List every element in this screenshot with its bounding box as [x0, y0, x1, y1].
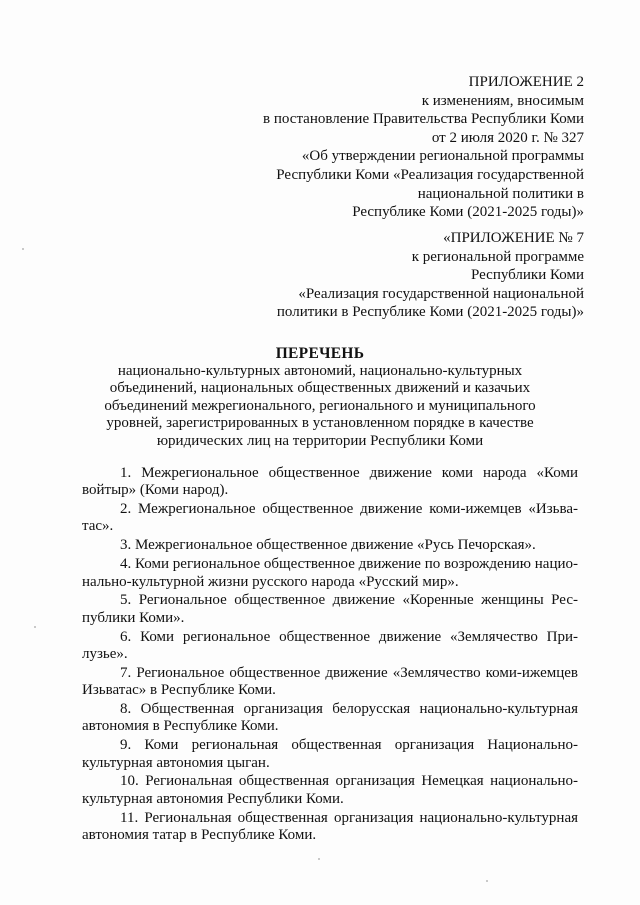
scan-speck — [486, 880, 488, 882]
list-item-line: публики Коми». — [82, 609, 185, 626]
list-item-line: войтыр» (Коми народ). — [82, 482, 229, 499]
appendix-header-line: от 2 июля 2020 г. № 327 — [431, 129, 584, 146]
list-item-line: 2. Межрегиональное общественное движение коми-ижемцев «Изьва- — [120, 501, 578, 518]
list-item-line: тас». — [82, 518, 114, 535]
list-item-line: автономия татар в Республике Коми. — [82, 826, 317, 843]
appendix-header-line: ПРИЛОЖЕНИЕ 2 — [468, 74, 584, 90]
list-item — [82, 537, 578, 554]
list-item-line: 4. Коми региональное общественное движение по возрождению нацио- — [120, 556, 578, 573]
appendix-header-line: в постановление Правительства Республики Коми — [263, 111, 584, 128]
subtitle-line: объединений, национальных общественных движений и казачьих — [109, 380, 531, 397]
appendix-header-line: Республики Коми «Реализация государственной — [276, 166, 584, 183]
program-appendix-header-line: «Реализация государственной национальной — [298, 285, 584, 302]
appendix-header-line: Республике Коми (2021-2025 годы)» — [352, 204, 584, 221]
appendix-header-line: к изменениям, вносимым — [421, 92, 584, 109]
list-item-line: 5. Региональное общественное движение «Коренные женщины Рес- — [120, 592, 578, 609]
list-item — [82, 556, 578, 591]
list-item-line: 8. Общественная организация белорусская национально-культурная — [120, 701, 578, 718]
list-item — [82, 773, 578, 808]
subtitle-line: национально-культурных автономий, национально-культурных — [117, 363, 523, 379]
list-item-line: 10. Региональная общественная организация Немецкая национально- — [120, 773, 578, 790]
subtitle-line: объединений межрегионального, регионального и муниципального — [104, 397, 536, 414]
list-item — [82, 629, 578, 664]
list-item-line: культурная автономия цыган. — [82, 754, 270, 771]
appendix-header — [263, 73, 584, 222]
organization-list — [82, 465, 578, 846]
list-item-line: 11. Региональная общественная организация национально-культурная — [120, 809, 578, 826]
list-item — [82, 810, 578, 845]
list-item-line: культурная автономия Республики Коми. — [82, 790, 344, 807]
document-title: ПЕРЕЧЕНЬ — [275, 345, 365, 362]
list-item — [82, 665, 578, 700]
program-appendix-header — [277, 229, 584, 322]
list-item-line: 3. Межрегиональное общественное движение «Русь Печорская». — [120, 537, 536, 554]
list-item-line: автономия в Республике Коми. — [82, 718, 279, 735]
list-item — [82, 701, 578, 736]
list-item — [82, 592, 578, 627]
appendix-header-line: «Об утверждении региональной программы — [301, 148, 584, 165]
list-item — [82, 501, 578, 536]
list-item-line: 7. Региональное общественное движение «Землячество коми-ижемцев — [120, 664, 578, 681]
program-appendix-header-line: Республики Коми — [471, 267, 584, 284]
subtitle-line: юридических лиц на территории Республики Коми — [156, 432, 484, 449]
list-item-line: 9. Коми региональная общественная организация Национально- — [120, 737, 578, 754]
program-appendix-header-line: политики в Республике Коми (2021-2025 годы)» — [276, 304, 584, 321]
list-item — [82, 465, 578, 500]
scan-speck — [22, 248, 24, 250]
program-appendix-header-line: «ПРИЛОЖЕНИЕ № 7 — [443, 230, 584, 246]
appendix-header-line: национальной политики в — [417, 185, 584, 202]
list-item-line: нально-культурной жизни русского народа «Русский мир». — [82, 573, 459, 590]
scan-speck — [34, 626, 36, 628]
list-item-line: лузье». — [82, 645, 128, 662]
scan-speck — [318, 858, 320, 860]
list-item — [82, 737, 578, 772]
subtitle-line: уровней, зарегистрированных в установленном порядке в качестве — [106, 415, 534, 432]
program-appendix-header-line: к региональной программе — [411, 248, 584, 265]
document-subtitle — [88, 363, 552, 450]
list-item-line: Изьватас» в Республике Коми. — [82, 682, 276, 699]
list-item-line: 6. Коми региональное общественное движение «Землячество При- — [120, 628, 578, 645]
list-item-line: 1. Межрегиональное общественное движение коми народа «Коми — [120, 465, 578, 481]
